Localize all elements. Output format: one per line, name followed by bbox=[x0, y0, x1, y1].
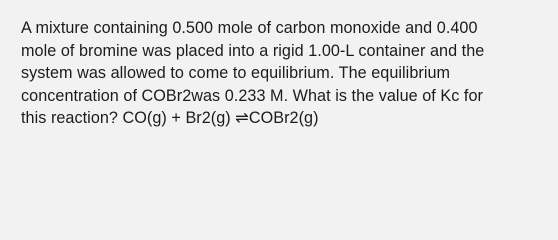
question-line: mole of bromine was placed into a rigid 1.00-L container and the bbox=[21, 41, 485, 60]
question-line: system was allowed to come to equilibrium. The equilibrium bbox=[21, 64, 451, 83]
question-line: A mixture containing 0.500 mole of carbon monoxide and 0.400 bbox=[21, 19, 478, 37]
question-line: concentration of COBr2was 0.233 M. What is the value of Kc for bbox=[21, 86, 483, 105]
question-line: this reaction? CO(g) + Br2(g) ⇌COBr2(g) bbox=[21, 109, 319, 128]
question-text bbox=[21, 17, 549, 130]
